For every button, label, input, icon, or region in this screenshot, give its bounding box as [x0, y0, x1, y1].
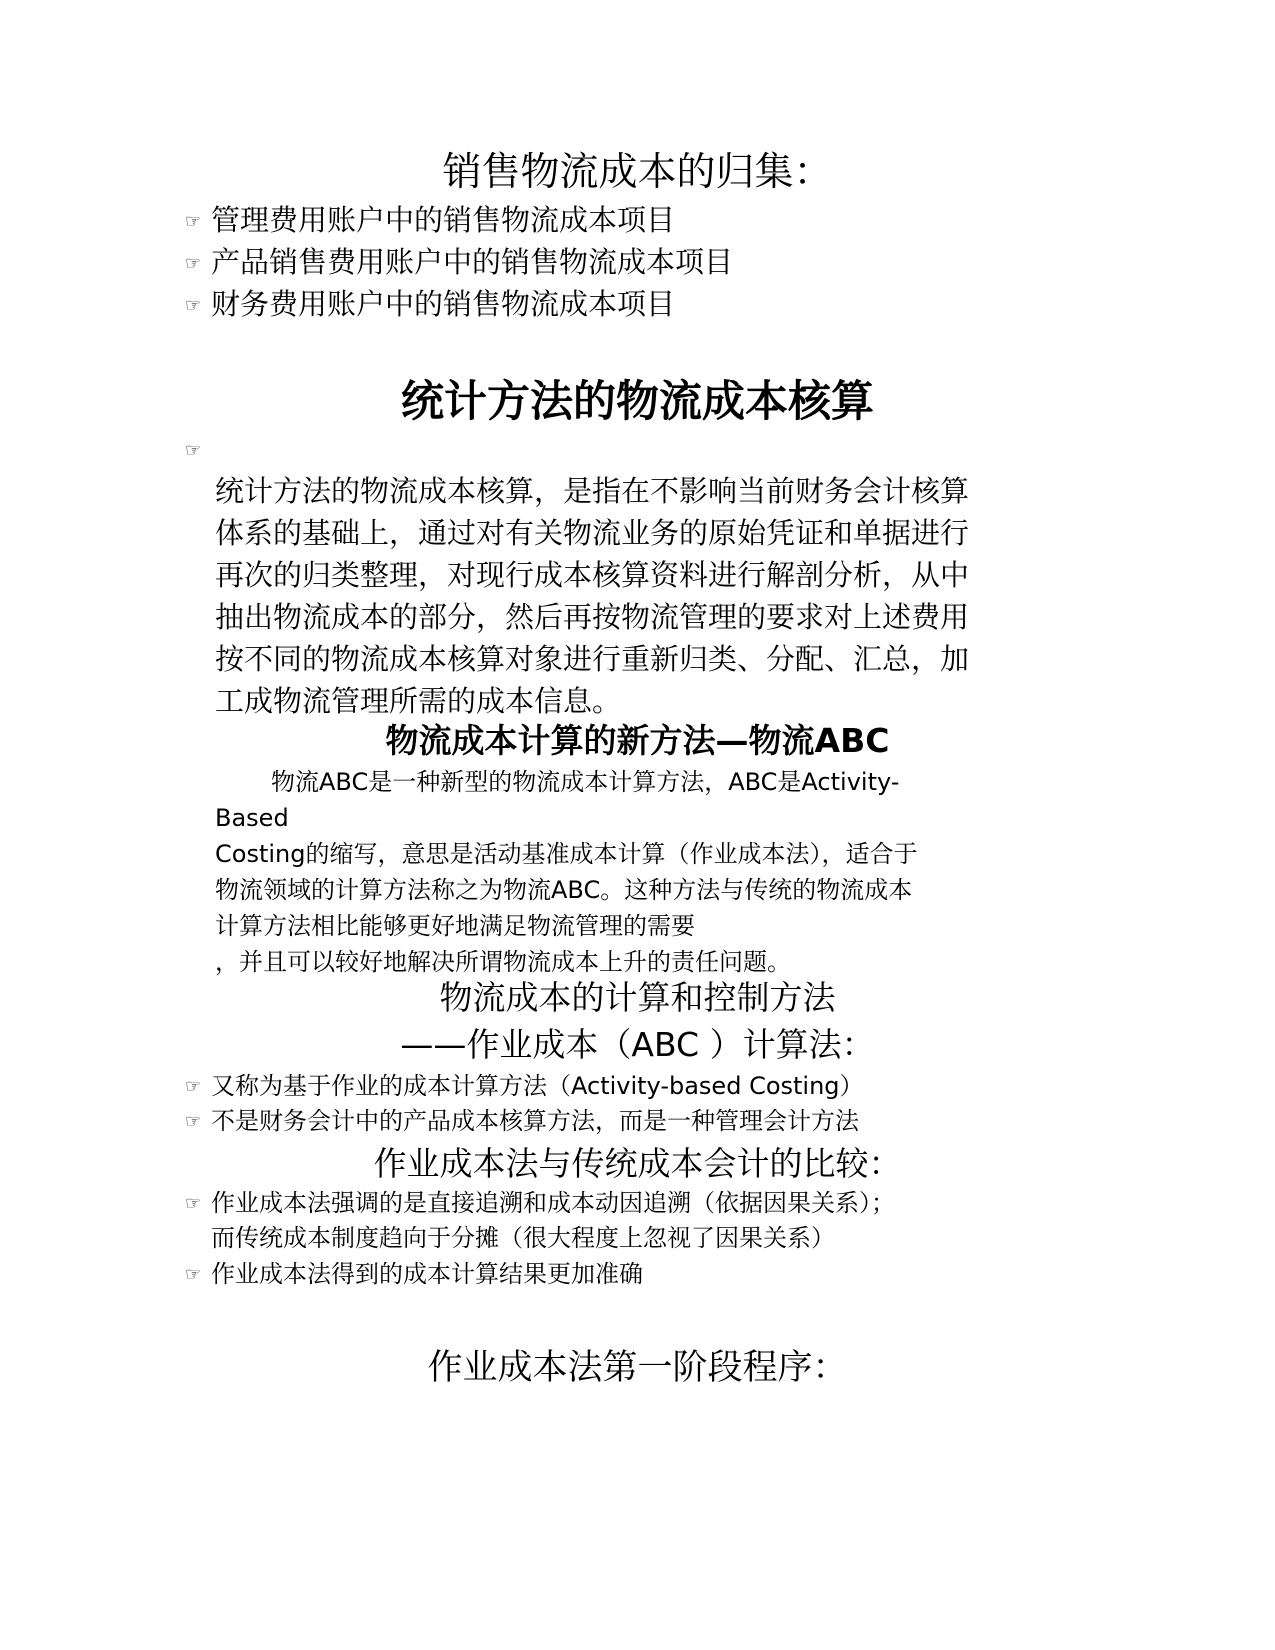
list-item-text: 产品销售费用账户中的销售物流成本项目: [211, 245, 734, 279]
paragraph-logistics-abc: [215, 764, 1045, 980]
paragraph-line: 计算方法相比能够更好地满足物流管理的需要: [215, 912, 695, 940]
paragraph-line: 物流领域的计算方法称之为物流ABC。这种方法与传统的物流成本: [215, 876, 913, 904]
list-item: [185, 1104, 859, 1139]
section-title-abc-first-stage: 作业成本法第一阶段程序：: [427, 1348, 848, 1388]
list-item-text: 作业成本法得到的成本计算结果更加准确: [211, 1260, 643, 1288]
pointing-hand-icon: ☞: [185, 1264, 202, 1285]
paragraph-line: Costing的缩写，意思是活动基准成本计算（作业成本法），适合于: [215, 840, 918, 868]
paragraph-statistical-method: [215, 470, 1095, 722]
list-item: [185, 200, 675, 242]
list-item-text: 管理费用账户中的销售物流成本项目: [211, 203, 676, 237]
list-item-text: 作业成本法强调的是直接追溯和成本动因追溯（依据因果关系）；: [211, 1189, 895, 1217]
list-item: [185, 1186, 895, 1221]
pointing-hand-icon: ☞: [185, 1076, 202, 1097]
list-item-text: 又称为基于作业的成本计算方法（Activity-based Costing）: [211, 1072, 864, 1100]
section-title-abc-vs-traditional: 作业成本法与传统成本会计的比较：: [373, 1144, 902, 1183]
pointing-hand-icon: ☞: [185, 253, 202, 274]
section-title-logistics-abc: 物流成本计算的新方法—物流ABC: [385, 721, 890, 760]
section-title-sales-logistics-cost: 销售物流成本的归集：: [442, 150, 833, 195]
list-item: [185, 1069, 864, 1104]
pointing-hand-icon: ☞: [185, 440, 202, 461]
list-item-continuation: 而传统成本制度趋向于分摊（很大程度上忽视了因果关系）: [211, 1224, 835, 1252]
paragraph-line: 按不同的物流成本核算对象进行重新归类、分配、汇总，加: [215, 642, 970, 676]
list-item: [185, 242, 733, 284]
paragraph-line: 物流ABC是一种新型的物流成本计算方法，ABC是Activity-: [271, 768, 900, 796]
pointing-hand-icon: ☞: [185, 295, 202, 316]
paragraph-line: 工成物流管理所需的成本信息。: [215, 684, 622, 718]
section-title-statistical-method: 统计方法的物流成本核算: [401, 377, 874, 427]
pointing-hand-icon: ☞: [185, 1193, 202, 1214]
list-item: [185, 284, 675, 326]
list-item: [185, 1257, 643, 1292]
paragraph-line: 抽出物流成本的部分，然后再按物流管理的要求对上述费用: [215, 600, 970, 634]
paragraph-line: ，并且可以较好地解决所谓物流成本上升的责任问题。: [215, 948, 791, 976]
list-item-text: 财务费用账户中的销售物流成本项目: [211, 287, 676, 321]
section-title-cost-calc-control: 物流成本的计算和控制方法: [439, 978, 836, 1017]
paragraph-line: Based: [215, 804, 289, 832]
list-item-text: 不是财务会计中的产品成本核算方法，而是一种管理会计方法: [211, 1107, 859, 1135]
section-subtitle-abc-method: ——作业成本（ABC ）计算法：: [400, 1025, 875, 1064]
paragraph-line: 再次的归类整理，对现行成本核算资料进行解剖分析，从中: [215, 558, 970, 592]
pointing-hand-icon: ☞: [185, 1111, 202, 1132]
pointing-hand-icon: ☞: [185, 211, 202, 232]
paragraph-line: 体系的基础上，通过对有关物流业务的原始凭证和单据进行: [215, 516, 970, 550]
paragraph-line: 统计方法的物流成本核算，是指在不影响当前财务会计核算: [215, 474, 970, 508]
